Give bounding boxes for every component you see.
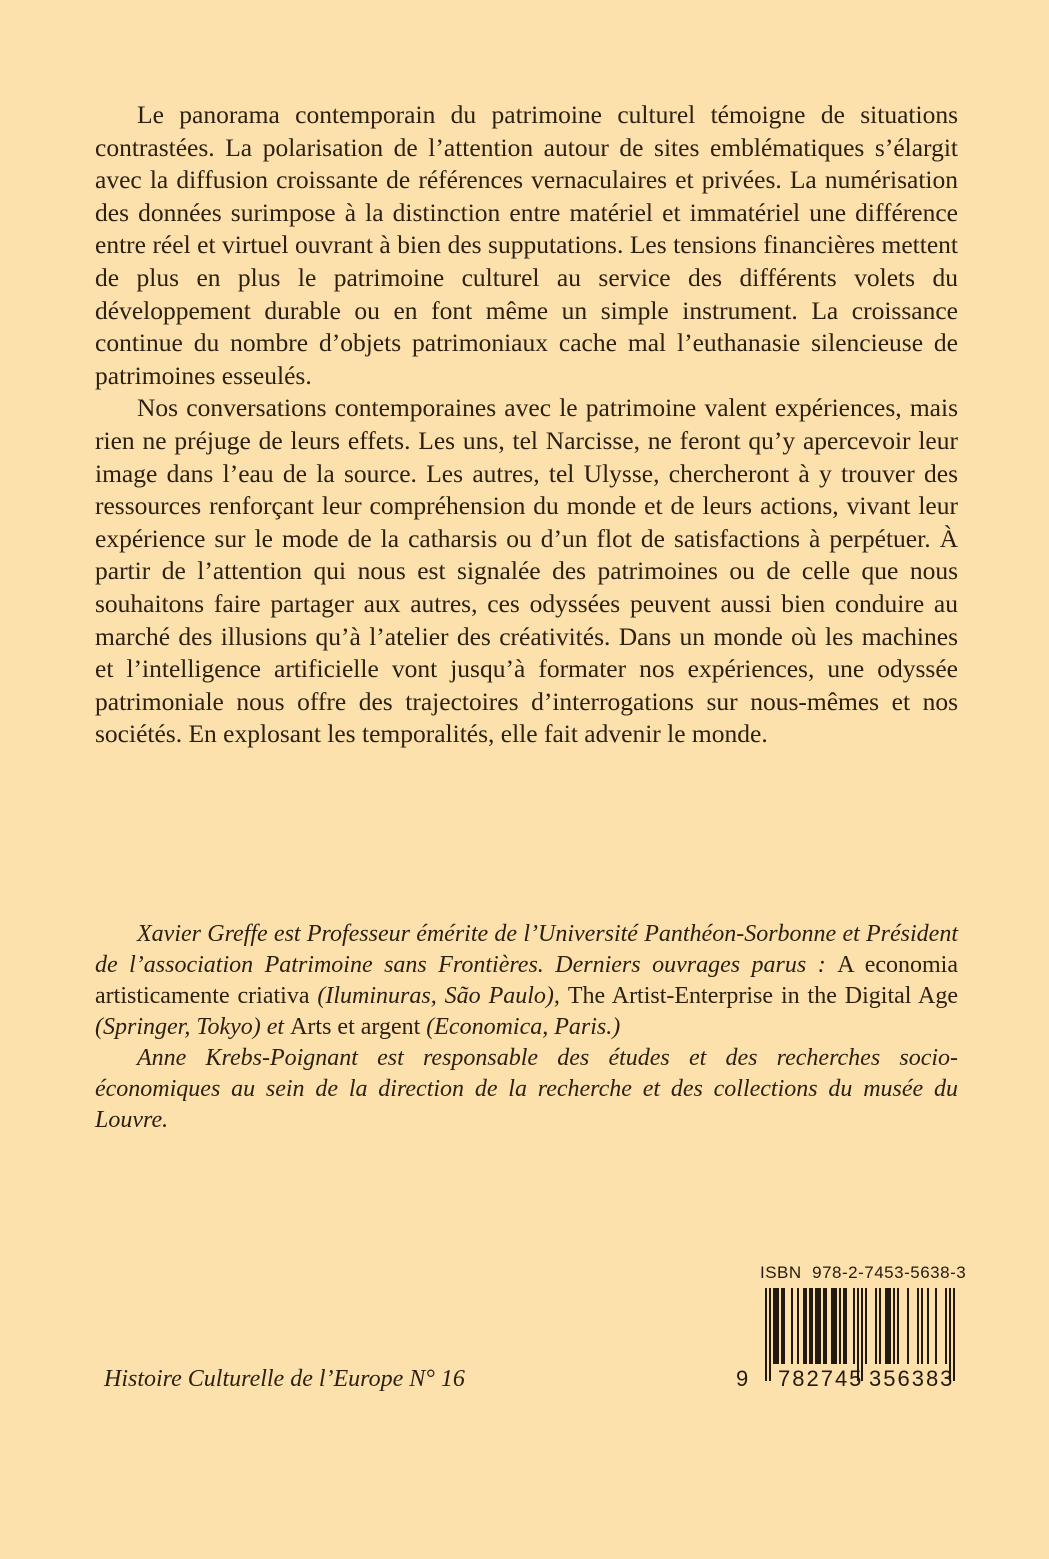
author-bio-xavier-greffe <box>95 919 958 1043</box>
bio-segment: (Economica, Paris.) <box>426 1014 621 1040</box>
barcode-digit-group: 356383 <box>869 1366 955 1391</box>
barcode-digit-group: 9 <box>736 1366 751 1391</box>
barcode-digit-group: 782745 <box>778 1366 864 1391</box>
synopsis-text <box>95 99 958 751</box>
isbn-label: ISBN 978-2-7453-5638-3 <box>760 1263 967 1282</box>
book-title: The Artist-Enterprise in the Digital Age <box>567 983 959 1009</box>
book-title: A economia artisticamente criativa <box>95 952 958 1009</box>
book-title: Arts et argent <box>290 1014 427 1040</box>
author-bio-anne-krebs-poignant: Anne Krebs-Poignant est responsable des études et des recherches socio-économiques au sein de la direction de la recherche et des collections du musée du Louvre. <box>95 1045 958 1133</box>
authors-bio <box>95 919 958 1136</box>
bio-segment: Xavier Greffe est Professeur émérite de l’Université Panthéon-Sorbonne et Président de l’association Patrimoine sans Frontières. Derniers ouvrages parus : <box>95 921 958 978</box>
synopsis-paragraph-2: Nos conversations contemporaines avec le patrimoine valent expériences, mais rien ne préjuge de leurs effets. Les uns, tel Narcisse, ne feront qu’y apercevoir leur image dans l’eau de la source. Les autres, tel Ulysse, chercheront à y trouver des ressources renforçant leur compréhension du monde et de leurs actions, vivant leur expérience sur le mode de la catharsis ou d’un flot de satisfactions à perpétuer. À partir de l’attention qui nous est signalée des patrimoines ou de celle que nous souhaitons faire partager aux autres, ces odyssées peuvent aussi bien conduire au marché des illusions qu’à l’atelier des créativités. Dans un monde où les machines et l’intelligence artificielle vont jusqu’à formater nos expériences, une odyssée patrimoniale nous offre des trajectoires d’interrogations sur nous-mêmes et nos sociétés. En explosant les temporalités, elle fait advenir le monde. <box>95 393 958 749</box>
synopsis-paragraph-1: Le panorama contemporain du patrimoine culturel témoigne de situations contrastées. La polarisation de l’attention autour de sites emblématiques s’élargit avec la diffusion croissante de références vernaculaires et privées. La numérisation des données surimpose à la distinction entre matériel et immatériel une différence entre réel et virtuel ouvrant à bien des supputations. Les tensions financières mettent de plus en plus le patrimoine culturel au service des différents volets du développement durable ou en font même un simple instrument. La croissance continue du nombre d’objets patrimoniaux cache mal l’euthanasie silencieuse de patrimoines esseulés. <box>95 100 958 390</box>
bio-segment: (Iluminuras, São Paulo), <box>317 983 568 1009</box>
series-label: Histoire Culturelle de l’Europe N° 16 <box>104 1366 465 1392</box>
bio-segment: (Springer, Tokyo) et <box>95 1014 291 1040</box>
